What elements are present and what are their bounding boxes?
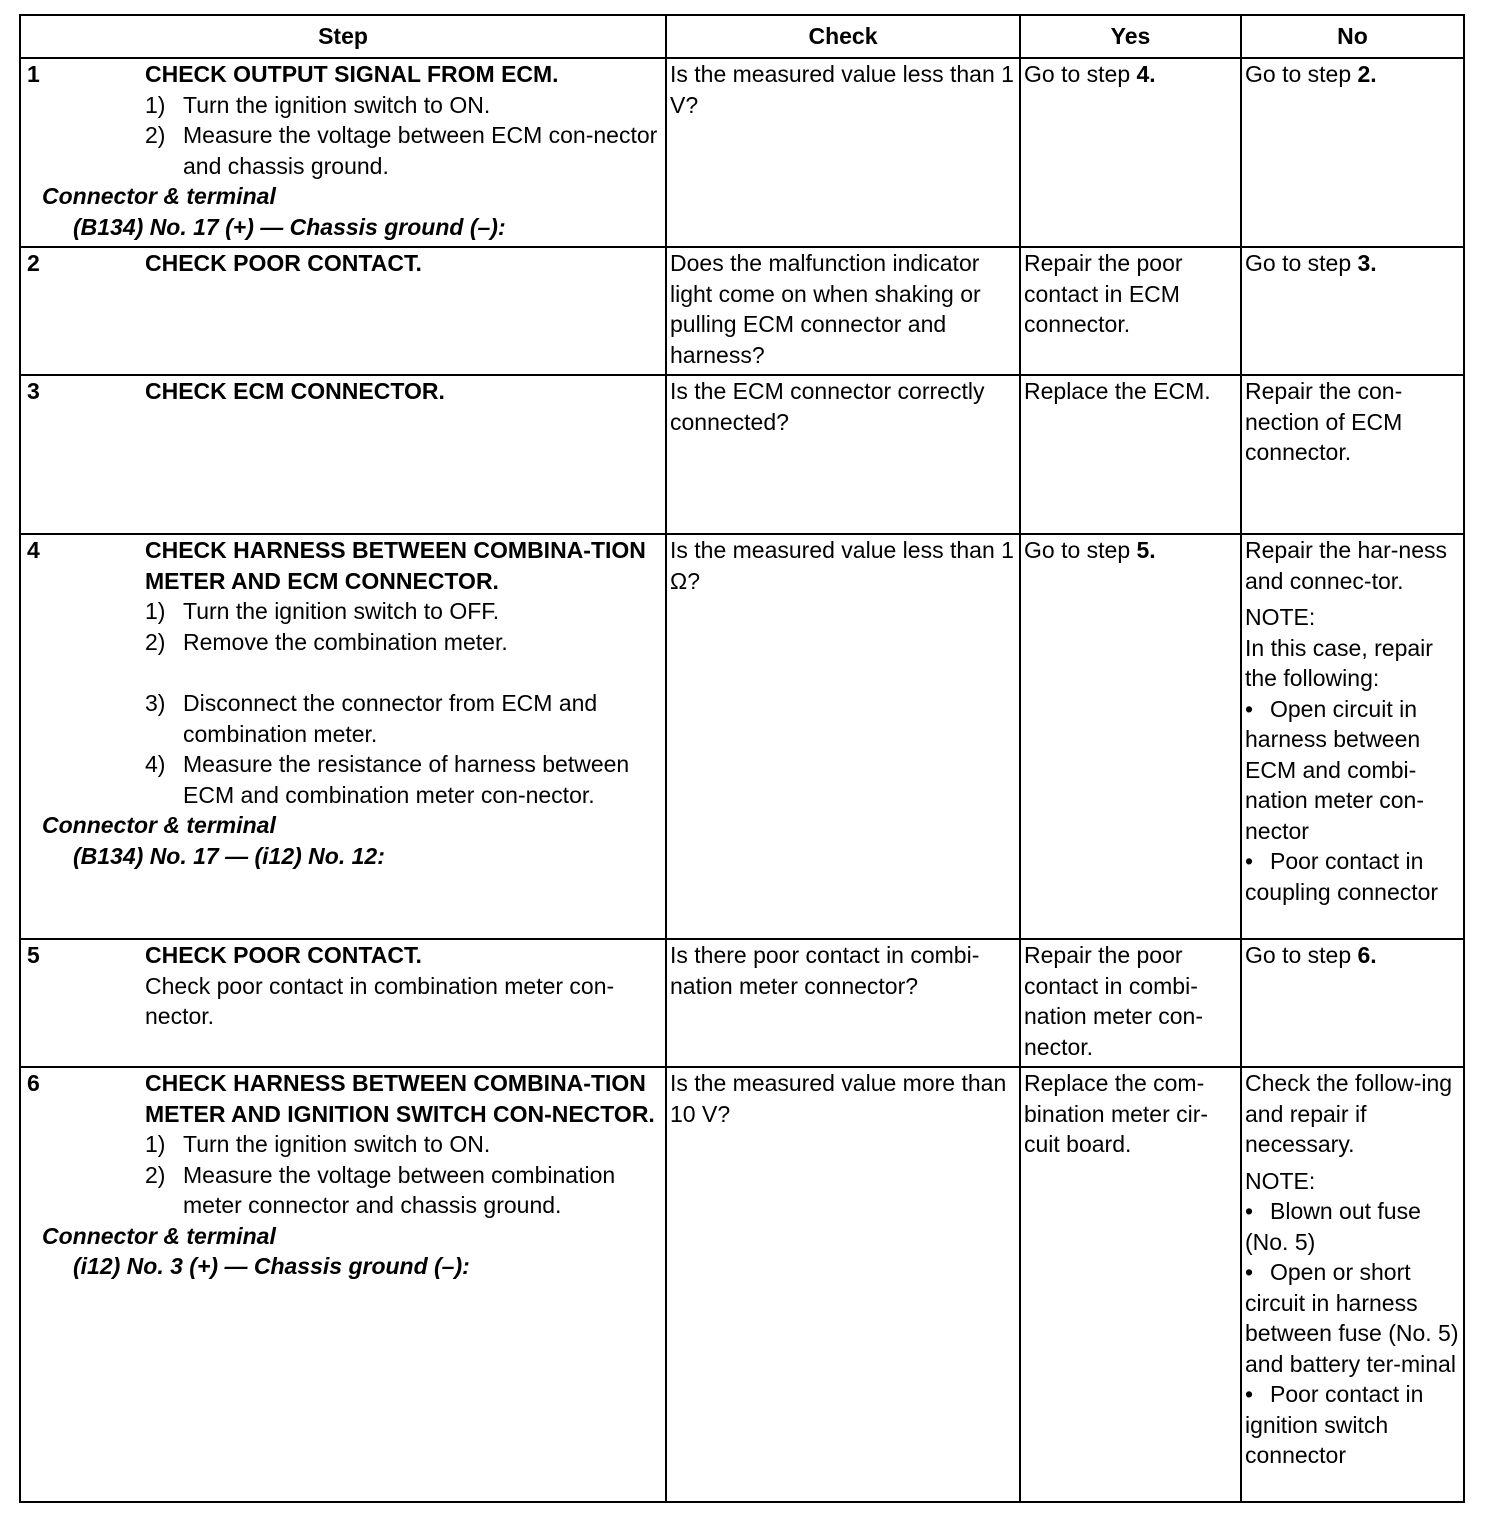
no-cell: Repair the con-nection of ECM connector.: [1241, 375, 1464, 534]
step-number: 3: [27, 378, 40, 404]
no-cell: Go to step 2.: [1241, 58, 1464, 247]
table-row: [20, 375, 1464, 534]
substep: 1) Turn the ignition switch to OFF.: [145, 598, 500, 624]
yes-cell: Replace the com-bination meter cir-cuit board.: [1020, 1067, 1241, 1502]
connector-label: Connector & terminal: [42, 812, 276, 838]
step-number: 6: [27, 1070, 40, 1096]
substep: 2) Measure the voltage between combination meter connector and chassis ground.: [145, 1161, 616, 1218]
step-cell: [20, 939, 666, 1067]
header-check: Check: [666, 15, 1020, 58]
substep: 1) Turn the ignition switch to ON.: [145, 1131, 491, 1157]
step-number: 5: [27, 942, 40, 968]
step-title: CHECK ECM CONNECTOR.: [145, 378, 445, 404]
note-item: • Blown out fuse (No. 5): [1245, 1198, 1421, 1255]
step-title: CHECK OUTPUT SIGNAL FROM ECM.: [145, 61, 559, 87]
note-label: NOTE:: [1245, 1167, 1316, 1194]
yes-cell: Repair the poor contact in ECM connector.: [1020, 247, 1241, 375]
yes-cell: Replace the ECM.: [1020, 375, 1241, 534]
diagnostic-table: [19, 14, 1465, 1503]
yes-cell: Go to step 5.: [1020, 534, 1241, 939]
no-cell: Check the follow-ing and repair if necessary. NOTE: • Blown out fuse (No. 5) • Open or short circuit in harness between fuse (No. 5) and battery ter-minal • Poor contact in ignition switch connector: [1241, 1067, 1464, 1502]
step-body: Check poor contact in combination meter con-nector.: [145, 972, 615, 1029]
table-row: [20, 247, 1464, 375]
connector-label: Connector & terminal: [42, 183, 276, 209]
step-cell: [20, 534, 666, 939]
check-cell: Does the malfunction indicator light come on when shaking or pulling ECM connector and harness?: [666, 247, 1020, 375]
note-item: • Open circuit in harness between ECM and combi-nation meter con-nector: [1245, 695, 1424, 844]
substep: 3) Disconnect the connector from ECM and combination meter.: [145, 690, 598, 747]
header-row: [20, 15, 1464, 58]
step-cell: [20, 1067, 666, 1502]
substep: 2) Measure the voltage between ECM con-nector and chassis ground.: [145, 122, 658, 179]
table-row: [20, 58, 1464, 247]
step-title: CHECK POOR CONTACT.: [145, 942, 422, 968]
substep: 1) Turn the ignition switch to ON.: [145, 91, 491, 118]
step-number: 2: [27, 250, 40, 276]
note-item: • Open or short circuit in harness between fuse (No. 5) and battery ter-minal: [1245, 1259, 1459, 1377]
step-cell: [20, 58, 666, 247]
table-row: [20, 1067, 1464, 1502]
check-cell: Is the ECM connector correctly connected?: [666, 375, 1020, 534]
no-cell: Go to step 6.: [1241, 939, 1464, 1067]
header-yes: Yes: [1020, 15, 1241, 58]
step-cell: [20, 247, 666, 375]
note-label: NOTE:: [1245, 604, 1316, 630]
check-cell: Is the measured value more than 10 V?: [666, 1067, 1020, 1502]
connector-value: (i12) No. 3 (+) — Chassis ground (–):: [73, 1253, 470, 1279]
substep: 4) Measure the resistance of harness between ECM and combination meter con-nector.: [145, 751, 630, 808]
yes-cell: Repair the poor contact in combi-nation meter con-nector.: [1020, 939, 1241, 1067]
no-cell: Go to step 3.: [1241, 247, 1464, 375]
yes-cell: Go to step 4.: [1020, 58, 1241, 247]
table-row: [20, 534, 1464, 939]
connector-value: (B134) No. 17 (+) — Chassis ground (–):: [73, 213, 506, 240]
step-number: 4: [27, 537, 40, 563]
note-item: • Poor contact in coupling connector: [1245, 848, 1439, 905]
connector-value: (B134) No. 17 — (i12) No. 12:: [73, 842, 385, 869]
note-item: • Poor contact in ignition switch connector: [1245, 1381, 1424, 1468]
table-row: [20, 939, 1464, 1067]
no-cell: Repair the har-ness and connec-tor. NOTE: In this case, repair the following: • Open circuit in harness between ECM and combi-nation meter con-nector • Poor contact in coupling connector: [1241, 534, 1464, 939]
header-no: No: [1241, 15, 1464, 58]
substep: 2) Remove the combination meter.: [145, 628, 508, 655]
step-number: 1: [27, 61, 40, 87]
step-title: CHECK HARNESS BETWEEN COMBINA-TION METER AND ECM CONNECTOR.: [145, 537, 646, 594]
note-intro: In this case, repair the following:: [1245, 634, 1433, 691]
step-title: CHECK POOR CONTACT.: [145, 250, 422, 276]
connector-label: Connector & terminal: [42, 1222, 276, 1249]
check-cell: Is the measured value less than 1 V?: [666, 58, 1020, 247]
header-step: Step: [20, 15, 666, 58]
step-title: CHECK HARNESS BETWEEN COMBINA-TION METER AND IGNITION SWITCH CON-NECTOR.: [145, 1070, 655, 1127]
check-cell: Is there poor contact in combi-nation meter connector?: [666, 939, 1020, 1067]
step-cell: [20, 375, 666, 534]
check-cell: Is the measured value less than 1 Ω?: [666, 534, 1020, 939]
